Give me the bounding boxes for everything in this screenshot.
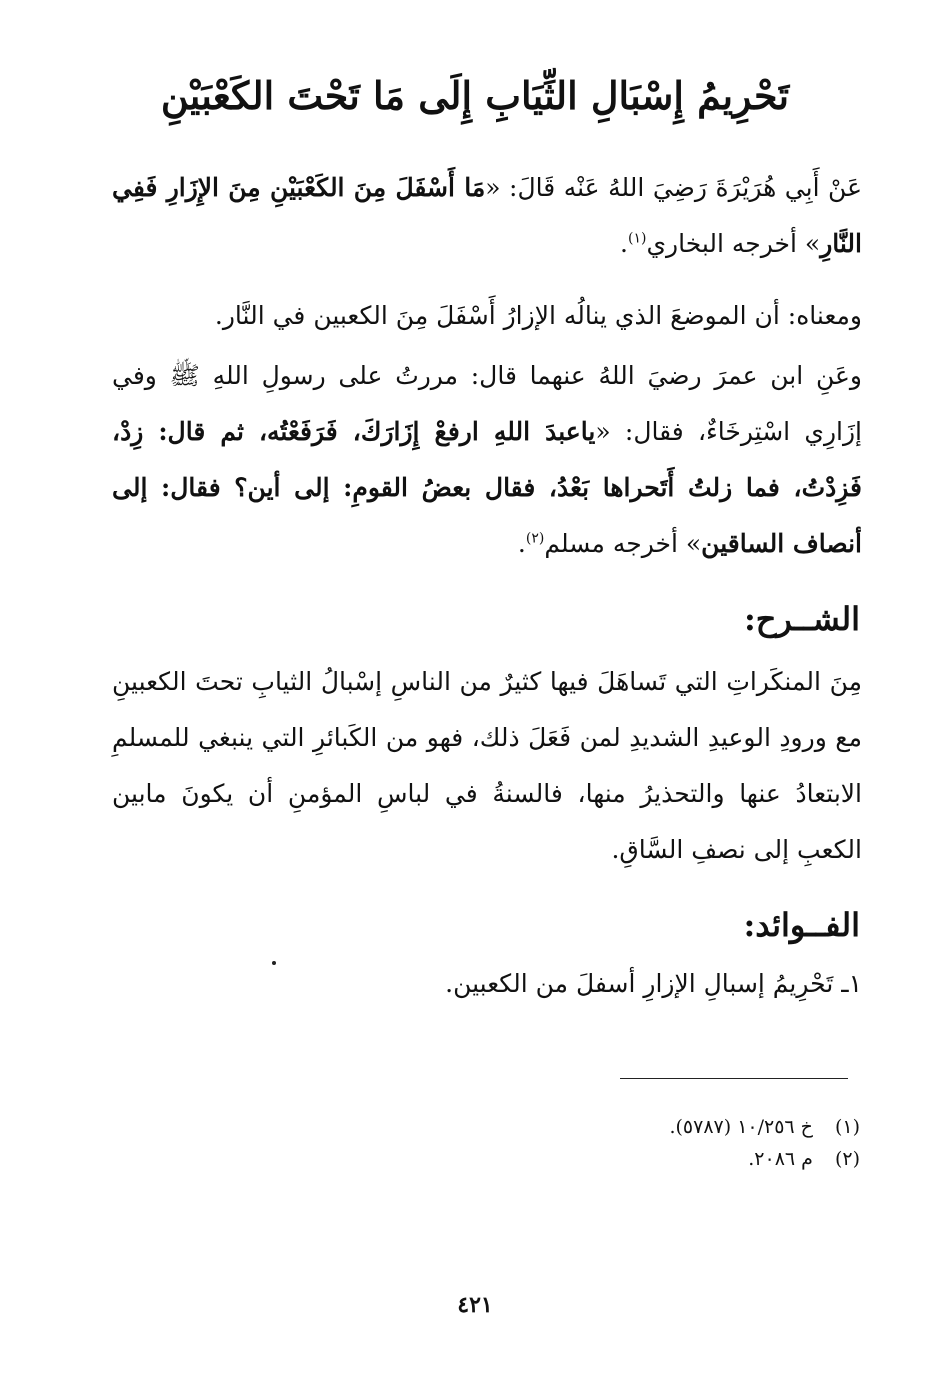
footnote-text: خ ١٠/٢٥٦ (٥٧٨٧). <box>669 1116 813 1138</box>
hadith-matn: ياعبدَ اللهِ ارفعْ إِزَارَكَ، فَرَفَعْتُه، ثم قال: زِدْ، فَزِدْتُ، فما زلتُ أَتَحراها بَعْدُ، فقال بعضُ القومِ: إلى أين؟ فقال: إلى أنصاف الساقين <box>112 417 862 558</box>
section-heading-sharh: الشــرح: <box>743 600 860 638</box>
page-number: ٤٢١ <box>457 1292 493 1318</box>
footnote-number: (٢) <box>834 1148 860 1170</box>
print-speck <box>272 961 276 965</box>
footnote <box>748 1144 860 1174</box>
footnote-ref[interactable]: (٢) <box>525 530 545 547</box>
hadith-intro: وعَنِ ابن عمرَ رضيَ اللهُ عنهما قال: مررتُ على رسولِ اللهِ ﷺ وفي إزَارِي اسْتِرخَاءٌ، فقال: « <box>112 361 863 446</box>
hadith-source: » أخرجه مسلم <box>544 529 702 558</box>
hadith-ibn-umar: وعَنِ ابن عمرَ رضيَ اللهُ عنهما قال: مررتُ على رسولِ اللهِ ﷺ وفي إزَارِي اسْتِرخَاءٌ، فقال: «ياعبدَ اللهِ ارفعْ إِزَارَكَ، فَرَفَعْتُه، ثم قال: زِدْ، فَزِدْتُ، فما زلتُ أَتَحراها بَعْدُ، فقال بعضُ القومِ: إلى أين؟ فقال: إلى أنصاف الساقين» أخرجه مسلم$^{(٢)}$. <box>112 361 863 558</box>
sharh-paragraph: مِنَ المنكَراتِ التي تَساهَلَ فيها كثيرٌ من الناسِ إسْبالُ الثيابِ تحتَ الكعبينِ مع ورودِ الوعيدِ الشديدِ لمن فَعَلَ ذلك، فهو من الكَبائرِ التي ينبغي للمسلمِ الابتعادُ عنها والتحذيرُ منها، فالسنةُ في لباسِ المؤمنِ أن يكونَ مابين الكعبِ إلى نصفِ السَّاقِ. <box>112 667 862 864</box>
footnote <box>669 1112 860 1142</box>
hadith-source: » أخرجه البخاري <box>646 229 821 258</box>
chapter-title: تَحْرِيمُ إِسْبَالِ الثِّيَابِ إِلَى مَا تَحْتَ الكَعْبَيْنِ <box>160 73 790 118</box>
section-heading-fawaid: الفــوائد: <box>743 906 860 944</box>
footnote-ref[interactable]: (١) <box>627 230 647 247</box>
hadith-meaning: ومعناه: أن الموضعَ الذي ينالُه الإزارُ أَسْفَلَ مِنَ الكعبين في النَّار. <box>214 301 862 330</box>
footnote-number: (١) <box>834 1116 860 1138</box>
hadith-matn: مَا أَسْفَلَ مِنَ الكَعْبَيْنِ مِنَ الإِزَارِ فَفِي النَّارِ <box>112 173 862 258</box>
footnote-text: م ٢٠٨٦. <box>748 1148 813 1170</box>
hadith-intro: عَنْ أَبِي هُرَيْرَةَ رَضِيَ اللهُ عَنْه قَالَ: « <box>485 173 863 202</box>
hadith-abu-hurayrah: عَنْ أَبِي هُرَيْرَةَ رَضِيَ اللهُ عَنْه قَالَ: «مَا أَسْفَلَ مِنَ الكَعْبَيْنِ مِنَ الإِزَارِ فَفِي النَّارِ» أخرجه البخاري$^{(١)}$. <box>112 173 863 258</box>
footnote-separator <box>620 1078 848 1079</box>
benefit-item: ١ـ تَحْرِيمُ إسبالِ الإزارِ أسفلَ من الكعبين. <box>445 969 862 998</box>
